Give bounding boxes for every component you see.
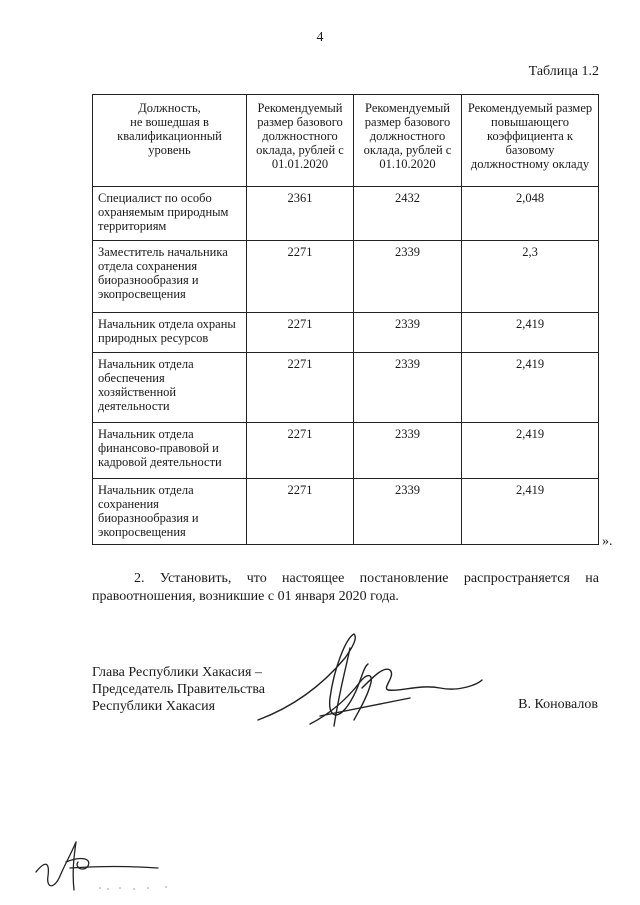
coefficient-cell: 2,3 (462, 241, 599, 313)
signer-title-line: Председатель Правительства (92, 682, 265, 697)
salary-jan-cell: 2361 (247, 187, 354, 241)
header-coefficient: Рекомендуемый размер повышающего коэффициента к базовому должностному окладу (462, 95, 599, 187)
closing-quote: ». (602, 534, 613, 549)
salary-oct-cell: 2339 (354, 313, 462, 353)
paragraph-2: 2. Установить, что настоящее постановление распространяется на правоотношения, возникшие с 01 января 2020 года. (92, 571, 599, 604)
salary-oct-cell: 2339 (354, 423, 462, 479)
coefficient-cell: 2,419 (462, 313, 599, 353)
page-number: 4 (316, 30, 324, 45)
table-row (93, 479, 599, 545)
position-cell: Начальник отдела финансово-правовой и кадровой деятельности (93, 423, 247, 479)
initials-stroke (73, 842, 76, 890)
header-position: Должность, не вошедшая в квалификационный уровень (93, 95, 247, 187)
salary-jan-cell: 2271 (247, 423, 354, 479)
salary-jan-cell: 2271 (247, 353, 354, 423)
salary-table (92, 94, 599, 545)
table-row (93, 187, 599, 241)
table-row (93, 353, 599, 423)
position-cell: Начальник отдела обеспечения хозяйственной деятельности (93, 353, 247, 423)
signature-stroke (320, 698, 410, 716)
coefficient-cell: 2,419 (462, 423, 599, 479)
table-row (93, 423, 599, 479)
handwritten-initials (30, 832, 190, 898)
signature-stroke (362, 669, 482, 690)
initials-stroke (36, 842, 76, 886)
signer-title-line: Республики Хакасия (92, 699, 216, 714)
position-cell: Начальник отдела охраны природных ресурсов (93, 313, 247, 353)
coefficient-cell: 2,048 (462, 187, 599, 241)
table-caption: Таблица 1.2 (528, 64, 599, 79)
salary-jan-cell: 2271 (247, 479, 354, 545)
salary-oct-cell: 2339 (354, 353, 462, 423)
signature-stroke (334, 648, 350, 726)
salary-oct-cell: 2432 (354, 187, 462, 241)
table-row (93, 313, 599, 353)
position-cell: Специалист по особо охраняемым природным территориям (93, 187, 247, 241)
position-cell: Заместитель начальника отдела сохранения биоразнообразия и экопросвещения (93, 241, 247, 313)
salary-jan-cell: 2271 (247, 241, 354, 313)
signature-stroke (310, 676, 371, 724)
handwritten-signature (250, 628, 490, 738)
table-header-row (93, 95, 599, 187)
position-cell: Начальник отдела сохранения биоразнообразия и экопросвещения (93, 479, 247, 545)
salary-jan-cell: 2271 (247, 313, 354, 353)
signer-name: В. Коновалов (518, 697, 598, 712)
header-salary-jan: Рекомендуемый размер базового должностного оклада, рублей с 01.01.2020 (247, 95, 354, 187)
header-salary-oct: Рекомендуемый размер базового должностного оклада, рублей с 01.10.2020 (354, 95, 462, 187)
salary-oct-cell: 2339 (354, 241, 462, 313)
table-row (93, 241, 599, 313)
initials-stroke (70, 867, 158, 869)
signer-title (92, 664, 265, 715)
coefficient-cell: 2,419 (462, 353, 599, 423)
salary-oct-cell: 2339 (354, 479, 462, 545)
signature-stroke (258, 634, 368, 720)
coefficient-cell: 2,419 (462, 479, 599, 545)
signer-title-line: Глава Республики Хакасия – (92, 665, 262, 680)
